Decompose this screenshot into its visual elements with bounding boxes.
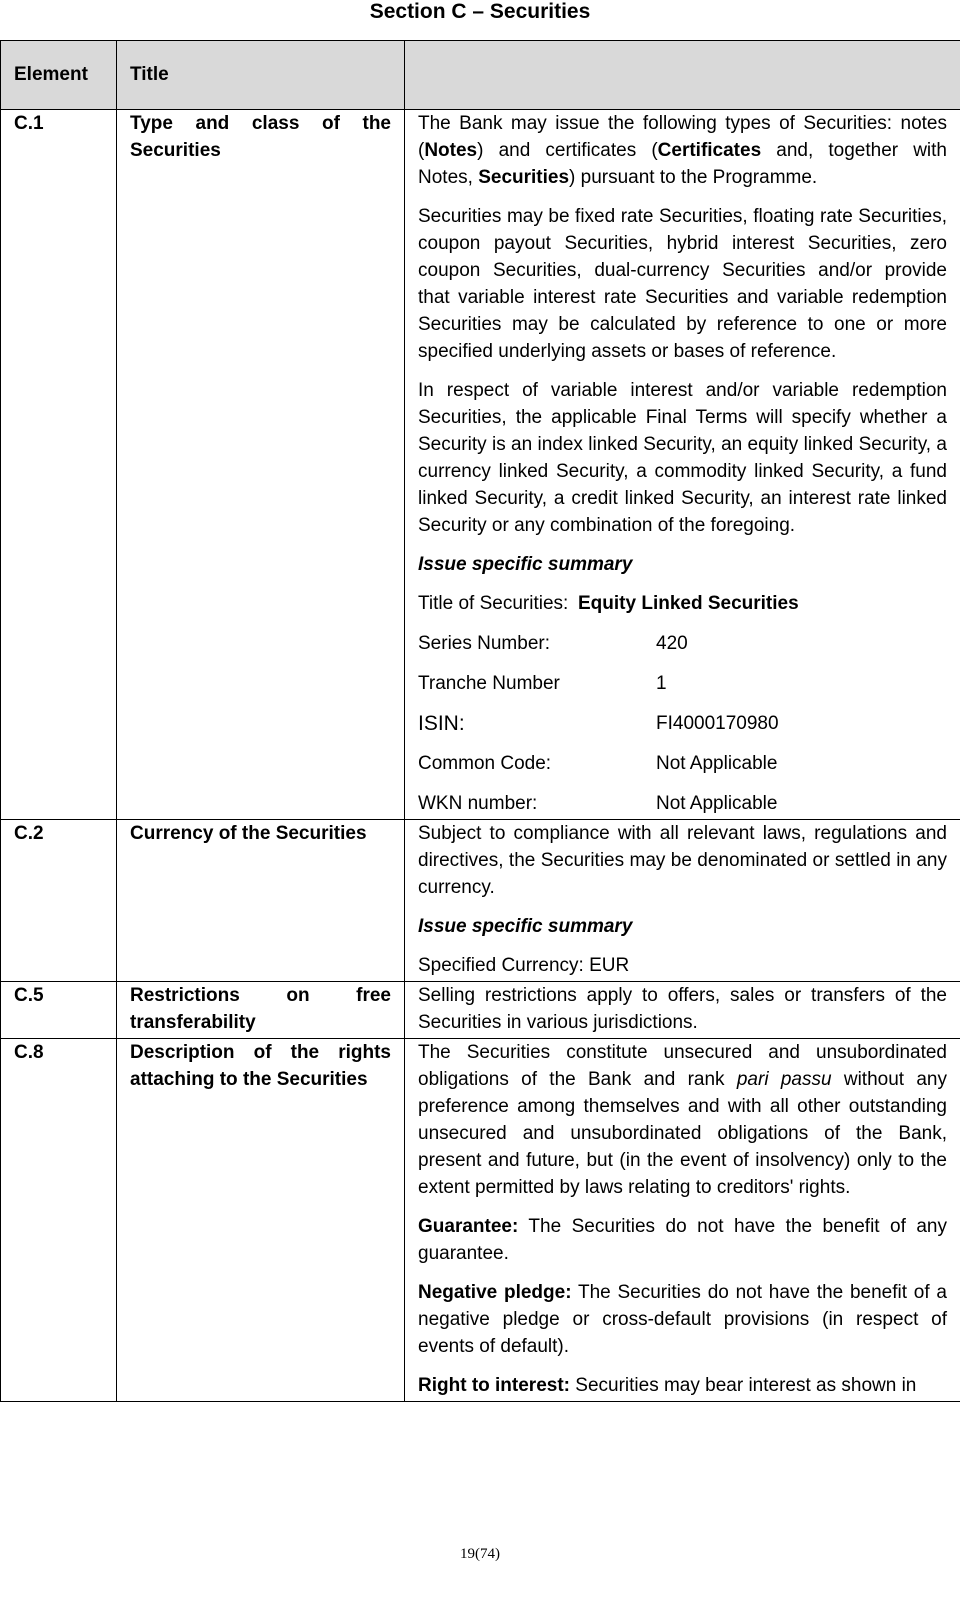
element-content xyxy=(405,1039,960,1402)
element-title: Currency of the Securities xyxy=(117,820,405,982)
element-id: C.5 xyxy=(1,982,117,1039)
field-label: Title of Securities: xyxy=(418,593,569,614)
field-series-number xyxy=(418,630,947,657)
title-of-securities xyxy=(418,590,947,617)
element-content xyxy=(405,982,960,1039)
field-value: 1 xyxy=(656,673,667,694)
paragraph: The Bank may issue the following types of Securities: notes (Notes) and certificates (Certificates and, together with Notes, Securities) pursuant to the Programme. xyxy=(418,113,948,188)
section-title: Section C – Securities xyxy=(369,0,591,23)
header-title: Title xyxy=(117,41,405,110)
field-tranche-number xyxy=(418,670,947,697)
header-element: Element xyxy=(1,41,117,110)
summary-table xyxy=(0,40,960,1402)
field-value: Not Applicable xyxy=(656,793,778,814)
element-content xyxy=(405,820,960,982)
paragraph-guarantee: Guarantee: The Securities do not have the benefit of any guarantee. xyxy=(418,1216,947,1264)
element-title: Restrictions on free transferability xyxy=(117,982,405,1039)
table-row xyxy=(1,1039,960,1402)
field-value: 420 xyxy=(656,633,688,654)
paragraph: The Securities constitute unsecured and unsubordinated obligations of the Bank and rank pari passu without any preference among themselves and with all other outstanding unsecured and unsubordinated obligations of the Bank, present and future, but (in the event of insolvency) only to the extent permitted by laws relating to creditors' rights. xyxy=(418,1042,947,1198)
paragraph: Specified Currency: EUR xyxy=(418,955,630,976)
field-value: Not Applicable xyxy=(656,753,778,774)
paragraph: In respect of variable interest and/or variable redemption Securities, the applicable Final Terms will specify whether a Security is an index linked Security, an equity linked Security, a currency linked Security, a commodity linked Security, a fund linked Security, a credit linked Security, an interest rate linked Security or any combination of the foregoing. xyxy=(418,380,947,536)
table-row xyxy=(1,820,960,982)
element-title: Type and class of the Securities xyxy=(117,110,405,820)
field-wkn-number xyxy=(418,790,947,817)
page-number: 19(74) xyxy=(460,1546,500,1562)
field-label: ISIN: xyxy=(418,712,465,735)
paragraph-right-to-interest: Right to interest: Securities may bear interest as shown in xyxy=(418,1375,917,1396)
field-isin xyxy=(418,710,947,737)
element-content xyxy=(405,110,960,820)
paragraph: Selling restrictions apply to offers, sales or transfers of the Securities in various jurisdictions. xyxy=(418,985,947,1033)
element-title: Description of the rights attaching to the Securities xyxy=(117,1039,405,1402)
table-header-row xyxy=(1,41,960,110)
paragraph: Securities may be fixed rate Securities, floating rate Securities, coupon payout Securities, hybrid interest Securities, zero coupon Securities, dual-currency Securities and/or provide that variable interest rate Securities and variable redemption Securities may be calculated by reference to one or more specified underlying assets or bases of reference. xyxy=(418,206,947,362)
element-id: C.8 xyxy=(1,1039,117,1402)
element-id: C.1 xyxy=(1,110,117,820)
paragraph-negative-pledge: Negative pledge: The Securities do not have the benefit of a negative pledge or cross-default provisions (in respect of events of default). xyxy=(418,1282,947,1357)
element-id: C.2 xyxy=(1,820,117,982)
field-label: Common Code: xyxy=(418,753,552,774)
issue-specific-summary-label: Issue specific summary xyxy=(418,916,633,937)
field-label: Tranche Number xyxy=(418,673,560,694)
table-row xyxy=(1,982,960,1039)
field-common-code xyxy=(418,750,947,777)
header-blank xyxy=(405,41,960,110)
issue-specific-summary-label: Issue specific summary xyxy=(418,554,633,575)
table-row xyxy=(1,110,960,820)
field-label: WKN number: xyxy=(418,793,538,814)
field-value: FI4000170980 xyxy=(656,713,779,734)
paragraph: Subject to compliance with all relevant laws, regulations and directives, the Securities may be denominated or settled in any currency. xyxy=(418,823,947,898)
field-label: Series Number: xyxy=(418,633,550,654)
field-value: Equity Linked Securities xyxy=(578,593,799,614)
